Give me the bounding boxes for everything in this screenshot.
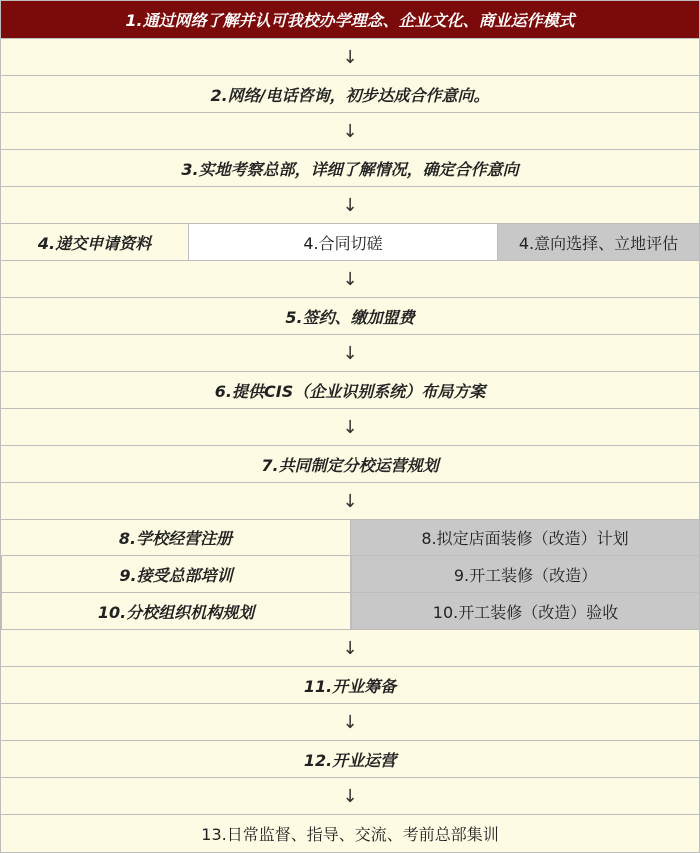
arrow-row xyxy=(0,483,700,520)
step-5: 5.签约、缴加盟费 xyxy=(1,298,699,334)
step-11-row xyxy=(0,667,700,704)
step-1: 1.通过网络了解并认可我校办学理念、企业文化、商业运作模式 xyxy=(1,1,699,38)
step-6: 6.提供CIS（企业识别系统）布局方案 xyxy=(1,372,699,408)
arrow-row xyxy=(0,778,700,815)
step-6-row xyxy=(0,372,700,409)
down-arrow-icon: ↓ xyxy=(1,113,699,149)
down-arrow-icon: ↓ xyxy=(1,778,699,814)
steps-8-10-right xyxy=(350,520,699,629)
arrow-row xyxy=(0,630,700,667)
down-arrow-icon: ↓ xyxy=(1,483,699,519)
step-11: 11.开业筹备 xyxy=(1,667,699,703)
down-arrow-icon: ↓ xyxy=(1,261,699,297)
down-arrow-icon: ↓ xyxy=(1,630,699,666)
step-4-application: 4.递交申请资料 xyxy=(1,224,188,260)
step-12-row xyxy=(0,741,700,778)
step-7-row xyxy=(0,446,700,483)
step-3: 3.实地考察总部，详细了解情况，确定合作意向 xyxy=(1,150,699,186)
down-arrow-icon: ↓ xyxy=(1,409,699,445)
step-5-row xyxy=(0,298,700,335)
down-arrow-icon: ↓ xyxy=(1,187,699,223)
steps-8-10-left xyxy=(1,520,350,629)
down-arrow-icon: ↓ xyxy=(1,335,699,371)
steps-8-10-block xyxy=(0,520,700,630)
step-4-row xyxy=(0,224,700,261)
arrow-row xyxy=(0,113,700,150)
step-4-site-evaluation: 4.意向选择、立地评估 xyxy=(497,224,699,260)
down-arrow-icon: ↓ xyxy=(1,39,699,75)
step-13-row xyxy=(0,815,700,853)
step-7: 7.共同制定分校运营规划 xyxy=(1,446,699,482)
arrow-row xyxy=(0,39,700,76)
step-2-row xyxy=(0,76,700,113)
arrow-row xyxy=(0,261,700,298)
arrow-row xyxy=(0,187,700,224)
arrow-row xyxy=(0,335,700,372)
step-2: 2.网络/电话咨询，初步达成合作意向。 xyxy=(1,76,699,112)
step-10-renovation-acceptance: 10.开工装修（改造）验收 xyxy=(351,593,699,629)
arrow-row xyxy=(0,704,700,741)
step-9-training: 9.接受总部培训 xyxy=(1,556,350,593)
down-arrow-icon: ↓ xyxy=(1,704,699,740)
step-10-organization: 10.分校组织机构规划 xyxy=(1,593,350,629)
step-3-row xyxy=(0,150,700,187)
step-1-row xyxy=(0,0,700,39)
step-12: 12.开业运营 xyxy=(1,741,699,777)
step-13: 13.日常监督、指导、交流、考前总部集训 xyxy=(1,815,699,852)
step-4-contract: 4.合同切磋 xyxy=(188,224,497,260)
step-9-renovation-start: 9.开工装修（改造） xyxy=(351,556,699,593)
arrow-row xyxy=(0,409,700,446)
step-8-registration: 8.学校经营注册 xyxy=(1,520,350,556)
step-8-renovation-plan: 8.拟定店面装修（改造）计划 xyxy=(351,520,699,556)
